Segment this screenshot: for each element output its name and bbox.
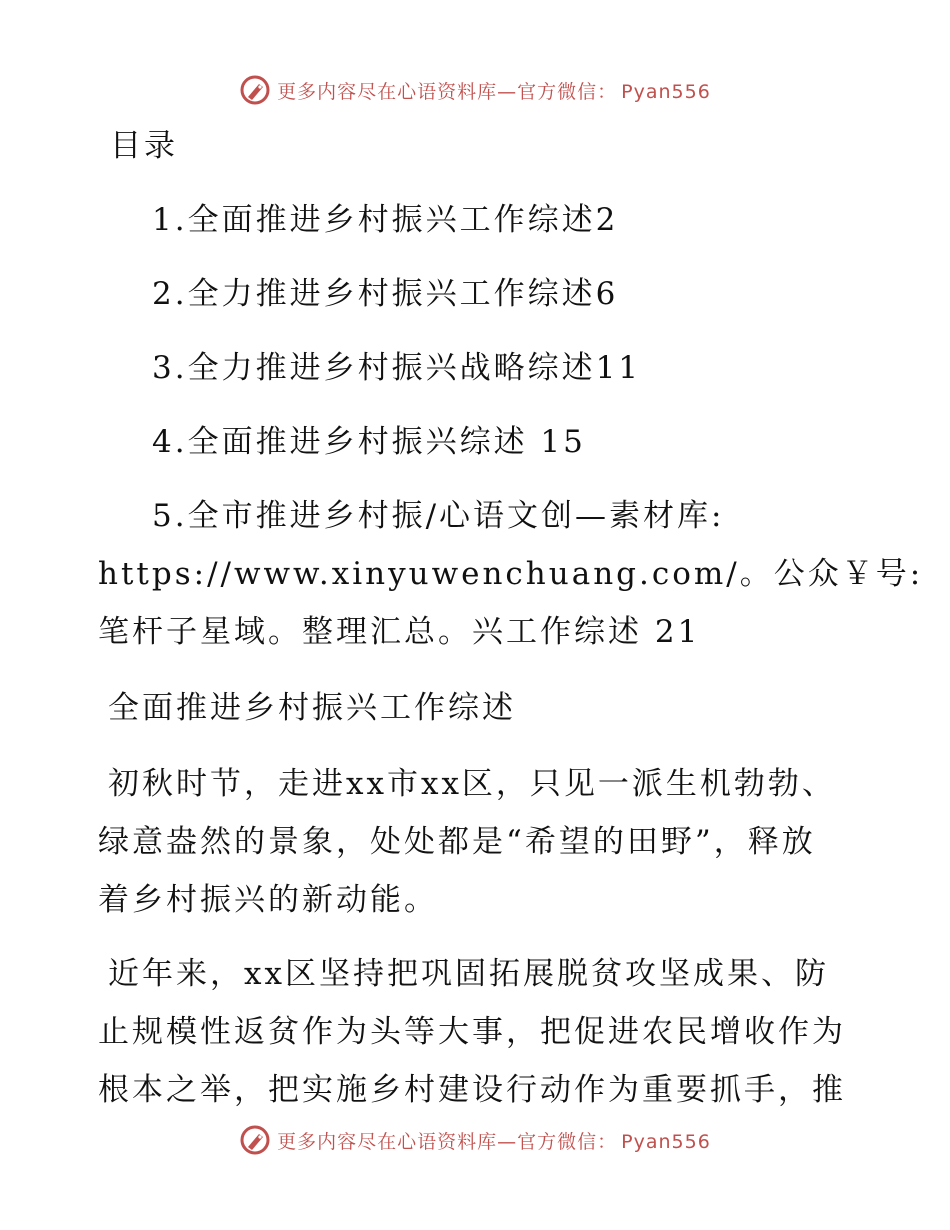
toc-item-5-line-3: 笔杆子星域。整理汇总。兴工作综述 21 xyxy=(98,614,701,650)
toc-title: 目录 xyxy=(110,128,178,164)
paragraph-1-line-2: 绿意盎然的景象，处处都是“希望的田野”，释放 xyxy=(98,824,816,860)
paragraph-1-line-1: 初秋时节，走进xx市xx区，只见一派生机勃勃、 xyxy=(108,766,836,802)
footer-watermark xyxy=(0,1120,950,1160)
watermark-text: 更多内容尽在心语资料库—官方微信： Pyan556 xyxy=(277,1130,711,1153)
article-title: 全面推进乡村振兴工作综述 xyxy=(108,690,516,726)
watermark-text: 更多内容尽在心语资料库—官方微信： Pyan556 xyxy=(277,80,711,103)
toc-item-3: 3.全力推进乡村振兴战略综述11 xyxy=(152,350,642,386)
watermark-wechat-id: Pyan556 xyxy=(621,80,711,103)
paragraph-1-line-3: 着乡村振兴的新动能。 xyxy=(98,882,438,918)
toc-item-5-line-2: https://www.xinyuwenchuang.com/。公众￥号: xyxy=(98,556,924,592)
paragraph-2-line-1: 近年来，xx区坚持把巩固拓展脱贫攻坚成果、防 xyxy=(108,956,829,992)
paragraph-2-line-2: 止规模性返贫作为头等大事，把促进农民增收作为 xyxy=(98,1014,846,1050)
toc-item-1: 1.全面推进乡村振兴工作综述2 xyxy=(152,202,619,238)
watermark-wechat-id: Pyan556 xyxy=(621,1130,711,1153)
toc-item-2: 2.全力推进乡村振兴工作综述6 xyxy=(152,276,619,312)
pen-nib-circle-logo-icon xyxy=(239,1124,271,1156)
pen-nib-circle-logo-icon xyxy=(239,74,271,106)
toc-item-4: 4.全面推进乡村振兴综述 15 xyxy=(152,424,586,460)
toc-item-5-line-1: 5.全市推进乡村振/心语文创—素材库: xyxy=(152,498,725,534)
paragraph-2-line-3: 根本之举，把实施乡村建设行动作为重要抓手，推 xyxy=(98,1072,846,1108)
header-watermark xyxy=(0,70,950,110)
